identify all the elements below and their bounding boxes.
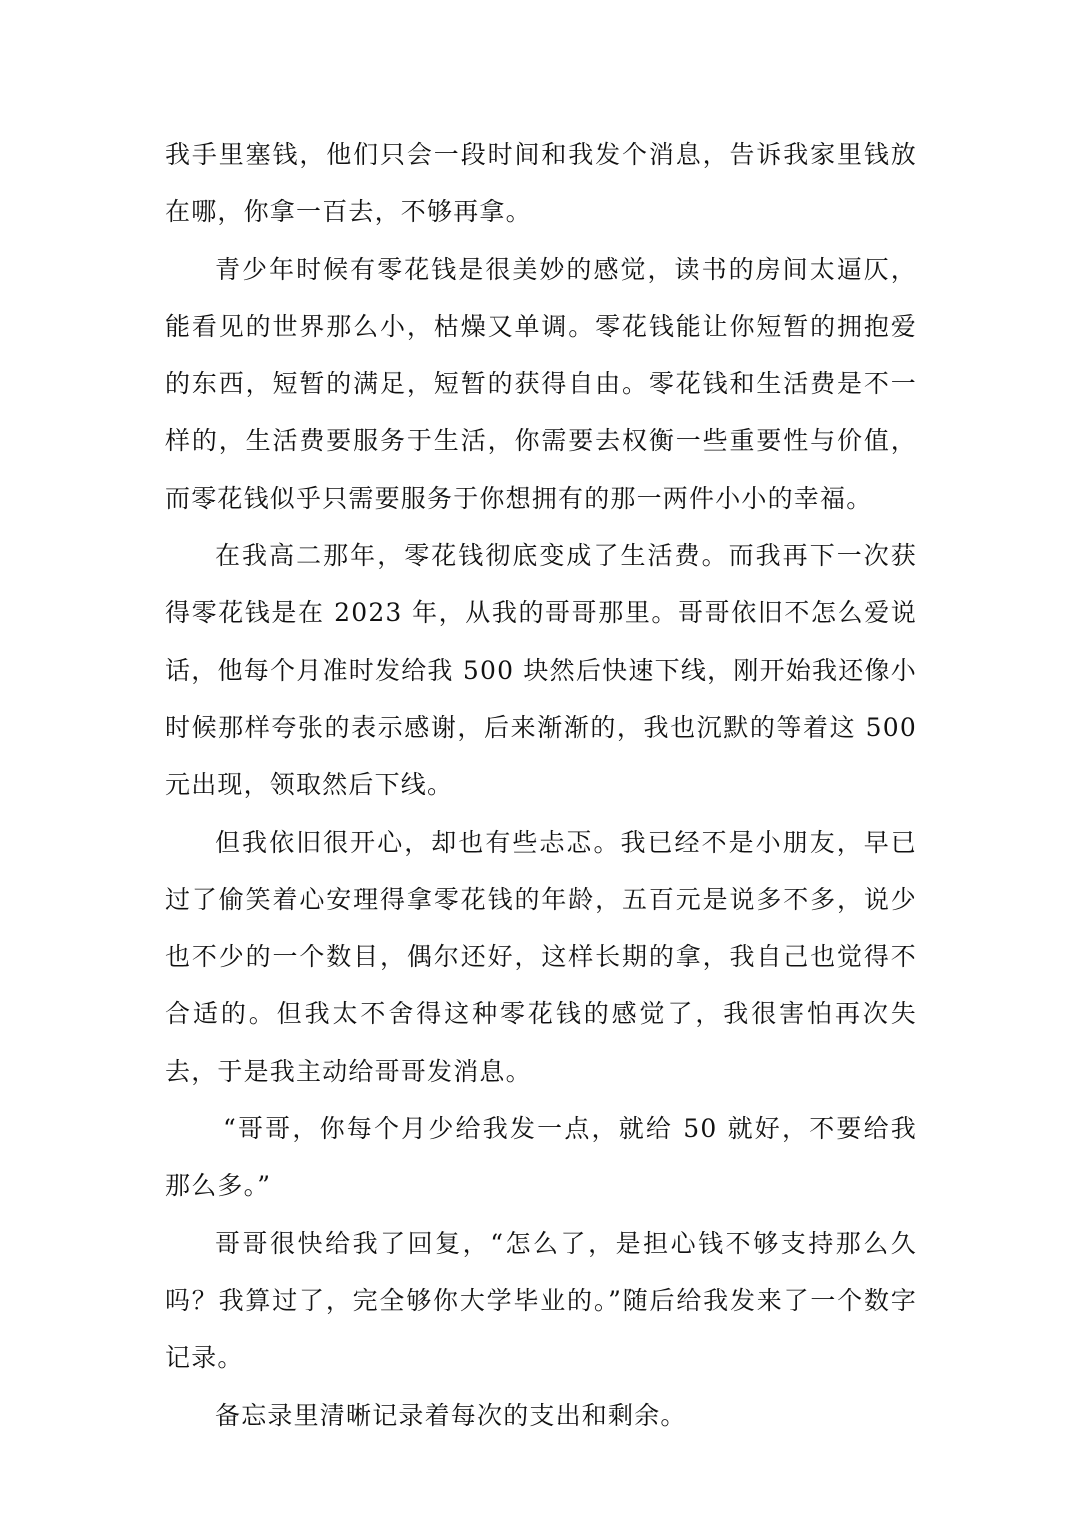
paragraph: 哥哥很快给我了回复，“怎么了，是担心钱不够支持那么久吗？我算过了，完全够你大学毕业的。”随后给我发来了一个数字记录。 xyxy=(165,1228,917,1373)
paragraph: 在我高二那年，零花钱彻底变成了生活费。而我再下一次获得零花钱是在 2023 年，从我的哥哥那里。哥哥依旧不怎么爱说话，他每个月准时发给我 500 块然后快速下线，刚开始我还像小时候那样夸张的表示感谢，后来渐渐的，我也沉默的等着这 500 元出现，领取然后下线。 xyxy=(165,541,917,800)
paragraph: 但我依旧很开心，却也有些忐忑。我已经不是小朋友，早已过了偷笑着心安理得拿零花钱的年龄，五百元是说多不多，说少也不少的一个数目，偶尔还好，这样长期的拿，我自己也觉得不合适的。但我太不舍得这种零花钱的感觉了，我很害怕再次失去，于是我主动给哥哥发消息。 xyxy=(165,827,917,1086)
paragraph: 备忘录里清晰记录着每次的支出和剩余。 xyxy=(215,1400,687,1430)
paragraph: 青少年时候有零花钱是很美妙的感觉，读书的房间太逼仄，能看见的世界那么小，枯燥又单调。零花钱能让你短暂的拥抱爱的东西，短暂的满足，短暂的获得自由。零花钱和生活费是不一样的，生活费要服务于生活，你需要去权衡一些重要性与价值，而零花钱似乎只需要服务于你想拥有的那一两件小小的幸福。 xyxy=(165,254,917,513)
paragraph-continued: 我手里塞钱，他们只会一段时间和我发个消息，告诉我家里钱放在哪，你拿一百去，不够再拿。 xyxy=(165,140,917,227)
paragraph-quote: “哥哥，你每个月少给我发一点，就给 50 就好，不要给我那么多。” xyxy=(165,1114,917,1201)
body-text xyxy=(165,126,917,1444)
